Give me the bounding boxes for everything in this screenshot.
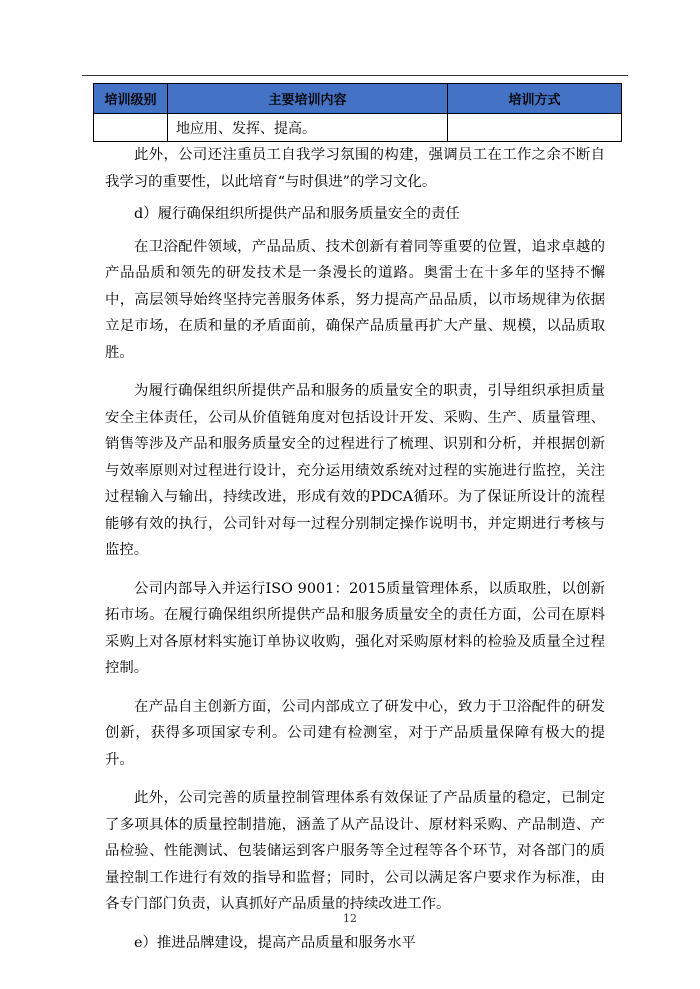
- body-text: [105, 142, 605, 962]
- table-header-row: [94, 84, 622, 114]
- paragraph-quality-innovation: 在卫浴配件领域，产品品质、技术创新有着同等重要的位置，追求卓越的产品品质和领先的研发技术是一条漫长的道路。奥雷士在十多年的坚持不懈中，高层领导始终坚持完善服务体系，努力提高产品品质，以市场规律为依据立足市场，在质和量的矛盾面前，确保产品质量再扩大产量、规模，以品质取胜。: [105, 238, 605, 361]
- section-heading-d: d）履行确保组织所提供产品和服务质量安全的责任: [134, 206, 460, 222]
- paragraph-quality-responsibility: 为履行确保组织所提供产品和服务的质量安全的职责，引导组织承担质量安全主体责任，公司从价值链角度对包括设计开发、采购、生产、质量管理、销售等涉及产品和服务质量安全的过程进行了梳理、识别和分析，并根据创新与效率原则对过程进行设计，充分运用绩效系统对过程的实施进行监控，关注过程输入与输出，持续改进，形成有效的PDCA循环。为了保证所设计的流程能够有效的执行，公司针对每一过程分别制定操作说明书，并定期进行考核与监控。: [105, 383, 605, 558]
- header-training-level: 培训级别: [94, 84, 168, 114]
- cell-training-level: [94, 114, 168, 142]
- header-rule: [82, 75, 628, 76]
- paragraph-iso9001: 公司内部导入并运行ISO 9001：2015质量管理体系，以质取胜，以创新拓市场。在履行确保组织所提供产品和服务质量安全的责任方面，公司在原料采购上对各原材料实施订单协议收购，强化对采购原材料的检验及质量全过程控制。: [105, 580, 605, 676]
- header-training-content: 主要培训内容: [168, 84, 448, 114]
- paragraph-quality-control: 此外，公司完善的质量控制管理体系有效保证了产品质量的稳定，已制定了多项具体的质量控制措施，涵盖了从产品设计、原材料采购、产品制造、产品检验、性能测试、包装储运到客户服务等全过程等各个环节，对各部门的质量控制工作进行有效的指导和监督；同时，公司以满足客户要求作为标准，由各专门部门负责，认真抓好产品质量的持续改进工作。: [105, 790, 605, 912]
- cell-training-content: 地应用、发挥、提高。: [168, 114, 448, 142]
- cell-training-method: [448, 114, 622, 142]
- training-table: [93, 83, 622, 142]
- header-training-method: 培训方式: [448, 84, 622, 114]
- paragraph-self-learning: 此外，公司还注重员工自我学习氛围的构建，强调员工在工作之余不断自我学习的重要性，以此培育“与时俱进”的学习文化。: [105, 147, 605, 190]
- table-row: [94, 114, 622, 142]
- paragraph-rd-center: 在产品自主创新方面，公司内部成立了研发中心，致力于卫浴配件的研发创新，获得多项国家专利。公司建有检测室，对于产品质量保障有极大的提升。: [105, 698, 605, 768]
- page-number: 12: [343, 912, 357, 925]
- section-heading-e: e）推进品牌建设，提高产品质量和服务水平: [134, 934, 416, 951]
